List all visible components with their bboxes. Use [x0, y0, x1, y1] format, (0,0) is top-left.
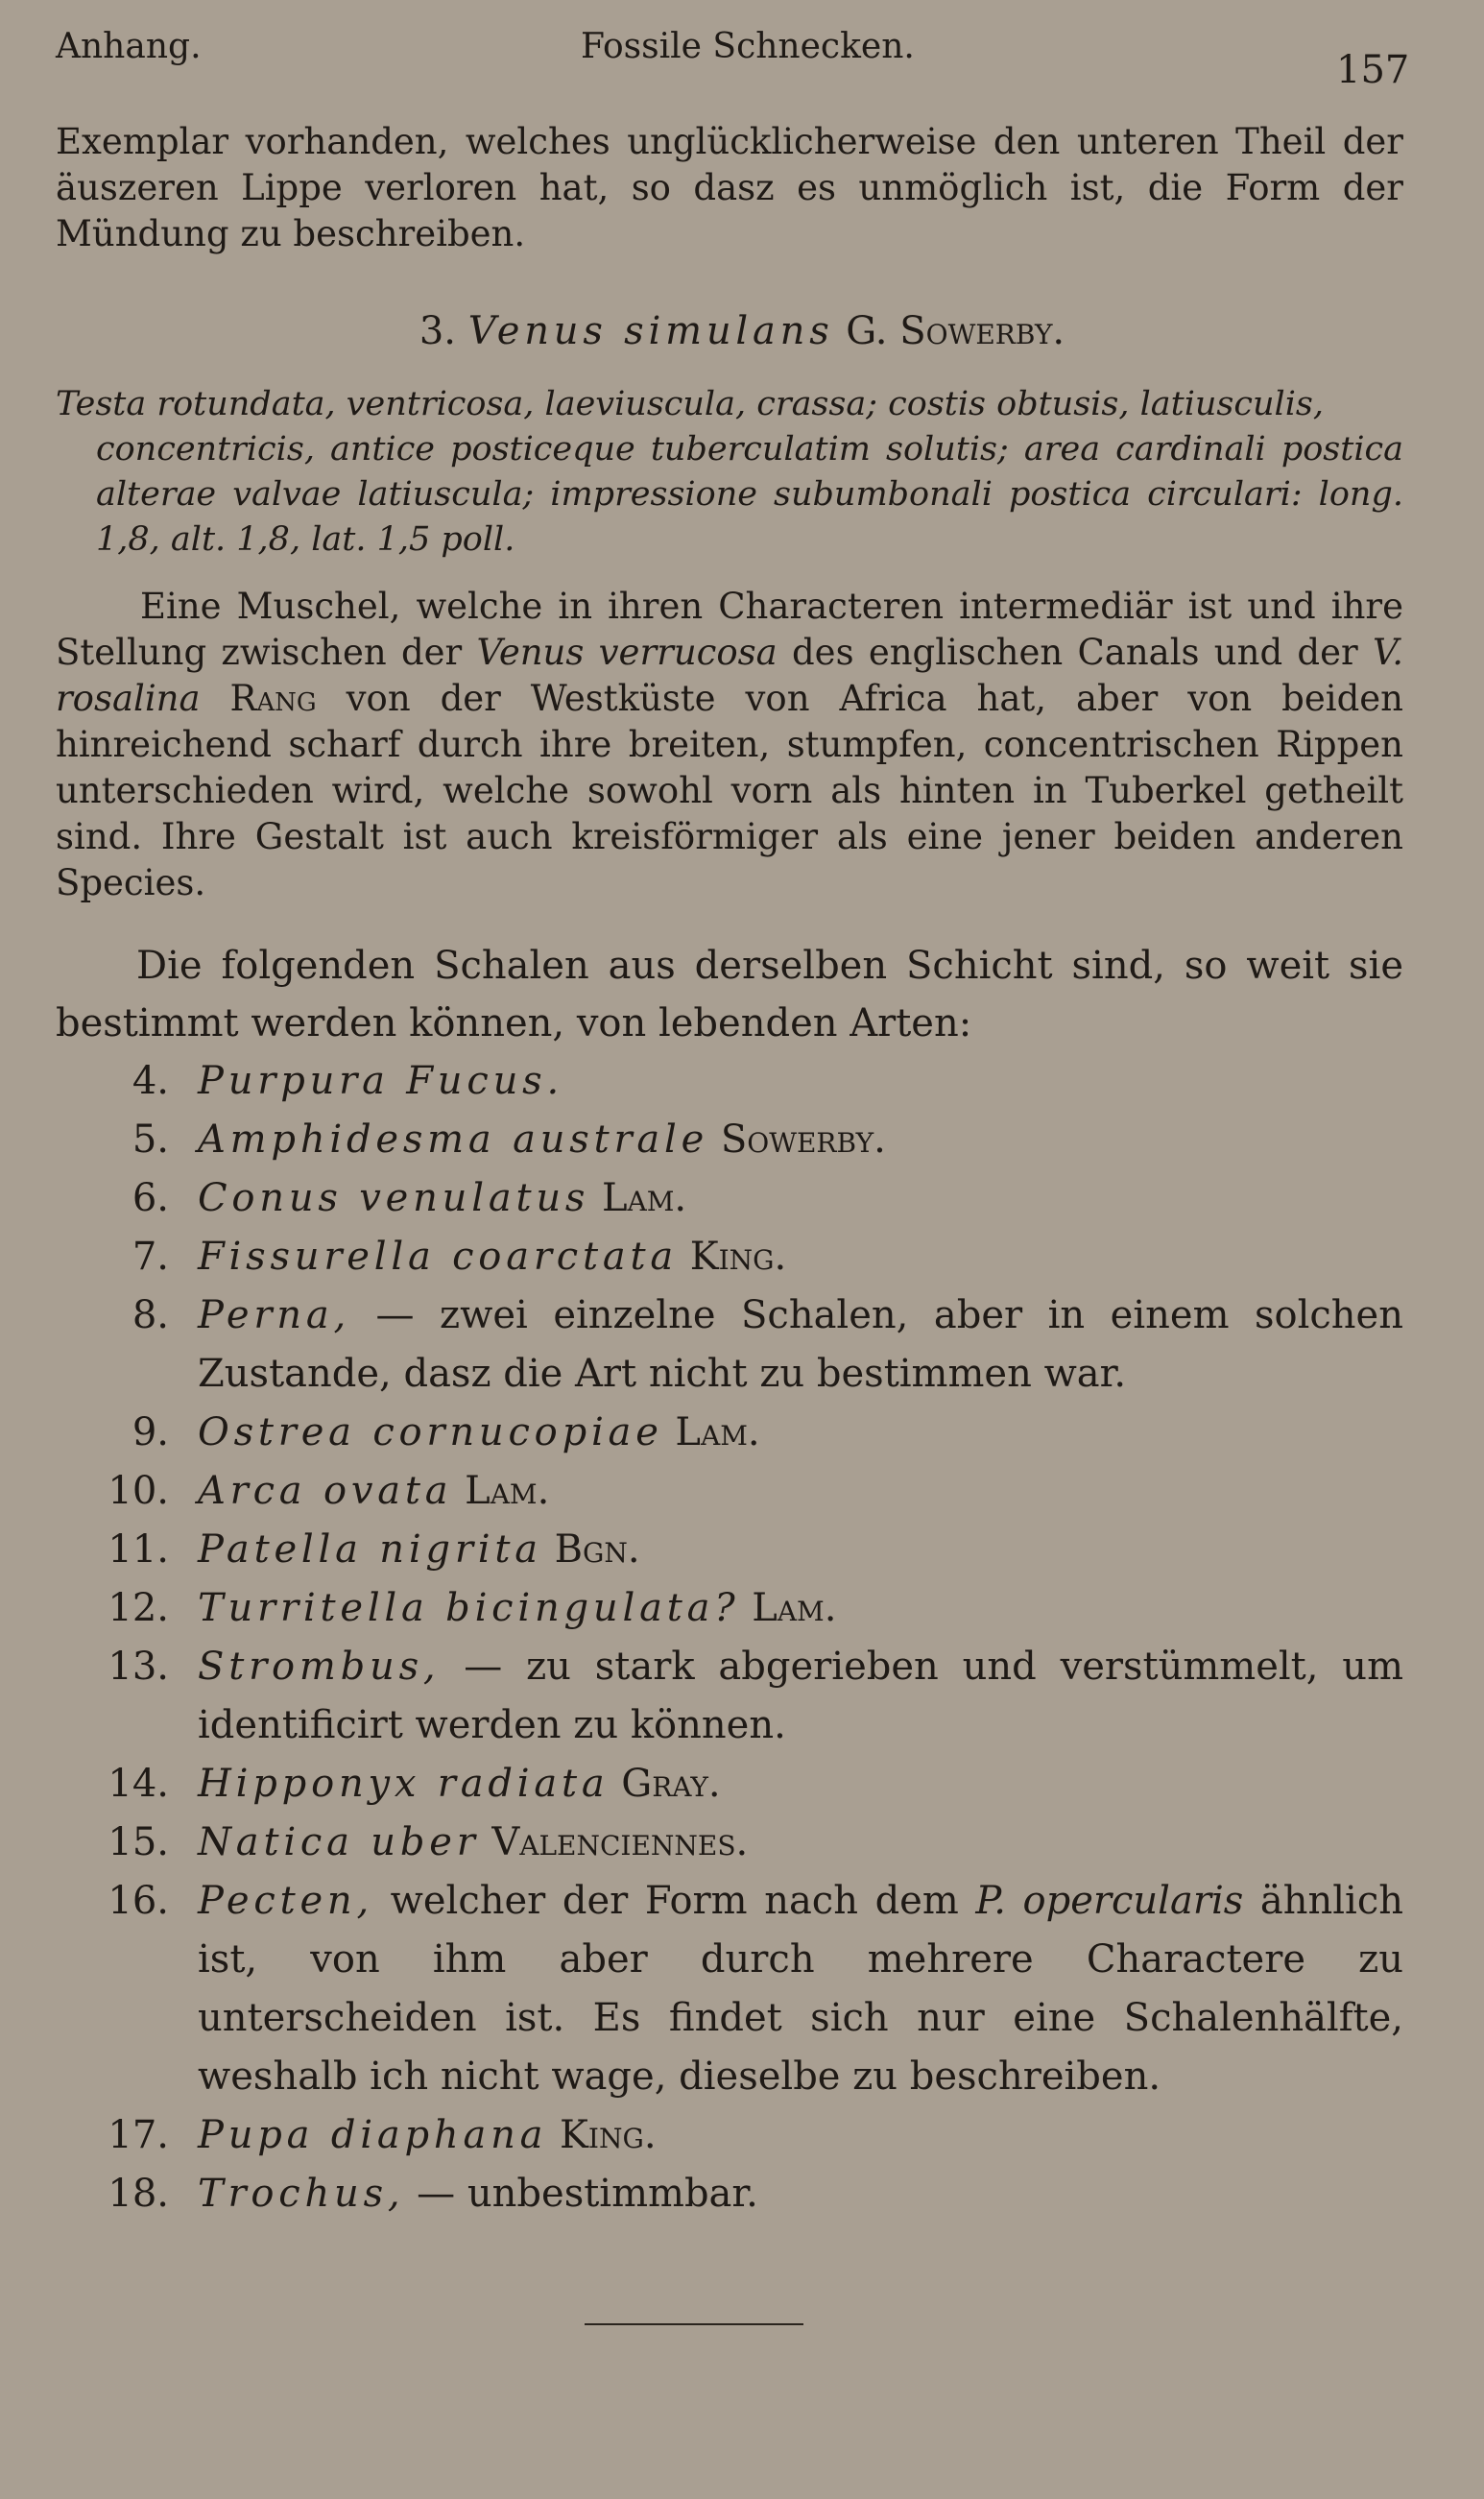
item-number: 11. — [108, 1527, 169, 1572]
latin-diagnosis — [56, 382, 1403, 563]
species-ref-v-rosalina: V. rosalina — [56, 632, 1403, 719]
item-species: Purpura Fucus. — [198, 1059, 563, 1103]
list-item — [56, 1111, 1403, 1169]
item-species: Natica uber — [198, 1820, 480, 1864]
list-item — [56, 1814, 1403, 1872]
item-number: 18. — [108, 2172, 169, 2216]
list-item — [56, 1521, 1403, 1579]
item-number: 17. — [108, 2113, 169, 2157]
item-species: Amphidesma australe — [198, 1117, 709, 1162]
item-author: Valenciennes. — [491, 1820, 749, 1864]
list-item — [56, 1286, 1403, 1404]
item-species: Fissurella coarctata — [198, 1235, 679, 1279]
item-remark: — unbestimmbar. — [417, 2172, 758, 2216]
description-text-1: Eine Muschel, welche in ihren Characteren intermediär ist und ihre Stellung zwischen der — [56, 586, 1403, 673]
item-author: Sowerby. — [720, 1117, 886, 1162]
item-species: Pecten, — [198, 1879, 374, 1923]
item-number: 16. — [108, 1879, 169, 1923]
diagnosis-first-line: Testa rotundata, ventricosa, laeviuscula, crassa; costis obtusis, latiusculis, — [56, 385, 1325, 423]
item-species: Conus venulatus — [198, 1176, 590, 1220]
paragraph-continuation: Exemplar vorhanden, welches unglücklicherweise den unteren Theil der äuszeren Lippe verloren hat, so dasz es unmöglich ist, die Form der Mündung zu beschreiben. — [56, 121, 1403, 254]
list-item — [56, 1462, 1403, 1521]
item-number: 13. — [108, 1645, 169, 1689]
description-text-3: von der Westküste von Africa hat, aber von beiden hinreichend scharf durch ihre breiten, stumpfen, concentrischen Rippen unterschieden wird, welche sowohl vorn als hinten in Tuberkel getheilt sind. Ihre Gestalt ist auch kreisförmiger als eine jener beiden anderen Species. — [56, 678, 1404, 903]
item-species: Pupa diaphana — [198, 2113, 548, 2157]
item-species-ref: P. opercularis — [975, 1879, 1244, 1923]
item-remark: — zwei einzelne Schalen, aber in einem solchen Zustande, dasz die Art nicht zu bestimmen war. — [198, 1293, 1403, 1396]
list-item — [56, 1169, 1403, 1228]
list-item — [56, 1872, 1403, 2106]
item-remark: — zu stark abgerieben und verstümmelt, um identificirt werden zu können. — [198, 1645, 1403, 1747]
item-number: 6. — [132, 1176, 169, 1220]
item-number: 8. — [132, 1293, 169, 1337]
species-number: 3. — [419, 309, 457, 353]
species-description — [56, 584, 1403, 906]
description-text-2: des englischen Canals und der — [791, 632, 1358, 673]
item-author: King. — [560, 2113, 657, 2157]
running-header-title: Fossile Schnecken. — [581, 27, 915, 66]
item-number: 9. — [132, 1410, 169, 1454]
item-author: Bgn. — [554, 1527, 640, 1572]
item-species: Turritella bicingulata? — [198, 1586, 740, 1630]
item-species: Arca ovata — [198, 1469, 453, 1513]
item-remark-2: ähnlich ist, von ihm aber durch mehrere Charactere zu unterscheiden ist. Es findet sich nur eine Schalenhälfte, weshalb ich nicht wage, dieselbe zu beschreiben. — [198, 1879, 1403, 2099]
running-header-left: Anhang. — [56, 27, 202, 66]
item-species: Trochus, — [198, 2172, 405, 2216]
item-number: 7. — [132, 1235, 169, 1279]
item-number: 15. — [108, 1820, 169, 1864]
page-number: 157 — [1336, 48, 1410, 92]
species-list — [56, 1052, 1403, 2223]
section-end-rule — [585, 2323, 803, 2325]
item-number: 5. — [132, 1117, 169, 1162]
list-item — [56, 1579, 1403, 1638]
species-name: Venus simulans — [467, 309, 834, 353]
species-ref-venus-verrucosa: Venus verrucosa — [476, 632, 778, 673]
list-item — [56, 2165, 1403, 2223]
species-heading — [0, 309, 1484, 353]
list-item — [56, 2106, 1403, 2165]
item-author: Lam. — [465, 1469, 550, 1513]
item-author: Gray. — [621, 1762, 721, 1806]
list-item — [56, 1052, 1403, 1111]
item-number: 10. — [108, 1469, 169, 1513]
item-species: Perna, — [198, 1293, 351, 1337]
item-species: Patella nigrita — [198, 1527, 542, 1572]
item-remark: welcher der Form nach dem — [390, 1879, 959, 1923]
author-rang: Rang — [229, 678, 317, 719]
item-author: King. — [689, 1235, 787, 1279]
list-intro: Die folgenden Schalen aus derselben Schicht sind, so weit sie bestimmt werden können, von lebenden Arten: — [56, 944, 1403, 1045]
item-species: Strombus, — [198, 1645, 441, 1689]
item-species: Ostrea cornucopiae — [198, 1410, 663, 1454]
item-number: 14. — [108, 1762, 169, 1806]
item-species: Hipponyx radiata — [198, 1762, 610, 1806]
item-author: Lam. — [752, 1586, 837, 1630]
list-item — [56, 1755, 1403, 1814]
diagnosis-rest: concentricis, antice posticeque tuberculatim solutis; area cardinali postica alterae valvae latiuscula; impressione subumbonali postica circulari: long. 1,8, alt. 1,8, lat. 1,5 poll. — [96, 430, 1403, 559]
item-number: 12. — [108, 1586, 169, 1630]
item-author: Lam. — [601, 1176, 687, 1220]
species-author: G. Sowerby. — [846, 309, 1065, 353]
list-item — [56, 1638, 1403, 1755]
item-number: 4. — [132, 1059, 169, 1103]
item-author: Lam. — [675, 1410, 760, 1454]
list-item — [56, 1404, 1403, 1462]
list-item — [56, 1228, 1403, 1286]
